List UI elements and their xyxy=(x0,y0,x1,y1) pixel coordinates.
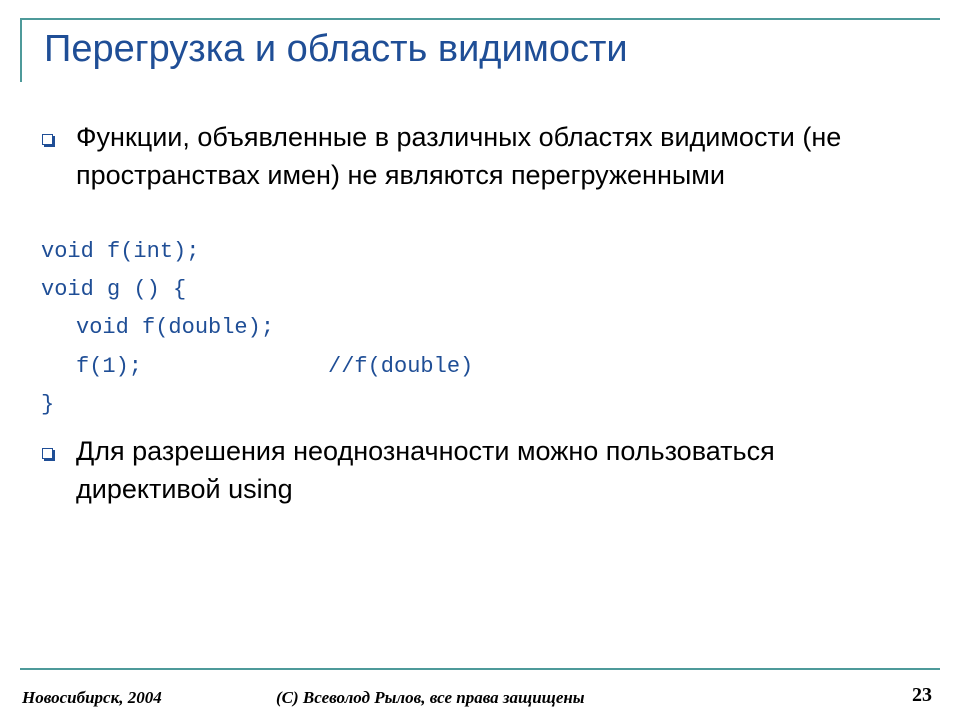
bullet-square-icon xyxy=(42,134,53,145)
code-line-2: void g () { xyxy=(41,277,187,302)
page-number: 23 xyxy=(912,684,932,706)
code-line-3: void f(double); xyxy=(76,315,275,340)
bullet-text-2: Для разрешения неоднозначности можно пользоваться директивой using xyxy=(76,436,775,504)
header-rule xyxy=(20,18,940,20)
code-line-4-call: f(1); xyxy=(76,354,143,379)
bullet-square-icon xyxy=(42,448,53,459)
code-line-5: } xyxy=(41,392,55,417)
footer-location: Новосибирск, 2004 xyxy=(22,688,162,707)
bullet-text-1: Функции, объявленные в различных областях видимости (не пространствах имен) не являются перегруженными xyxy=(76,122,842,190)
footer-copyright: (C) Всеволод Рылов, все права защищены xyxy=(276,688,585,707)
code-line-4-comment: //f(double) xyxy=(328,354,474,379)
code-line-1: void f(int); xyxy=(41,239,200,264)
header-side-rule xyxy=(20,18,22,82)
slide-title: Перегрузка и область видимости xyxy=(44,28,628,70)
footer-rule xyxy=(20,668,940,670)
